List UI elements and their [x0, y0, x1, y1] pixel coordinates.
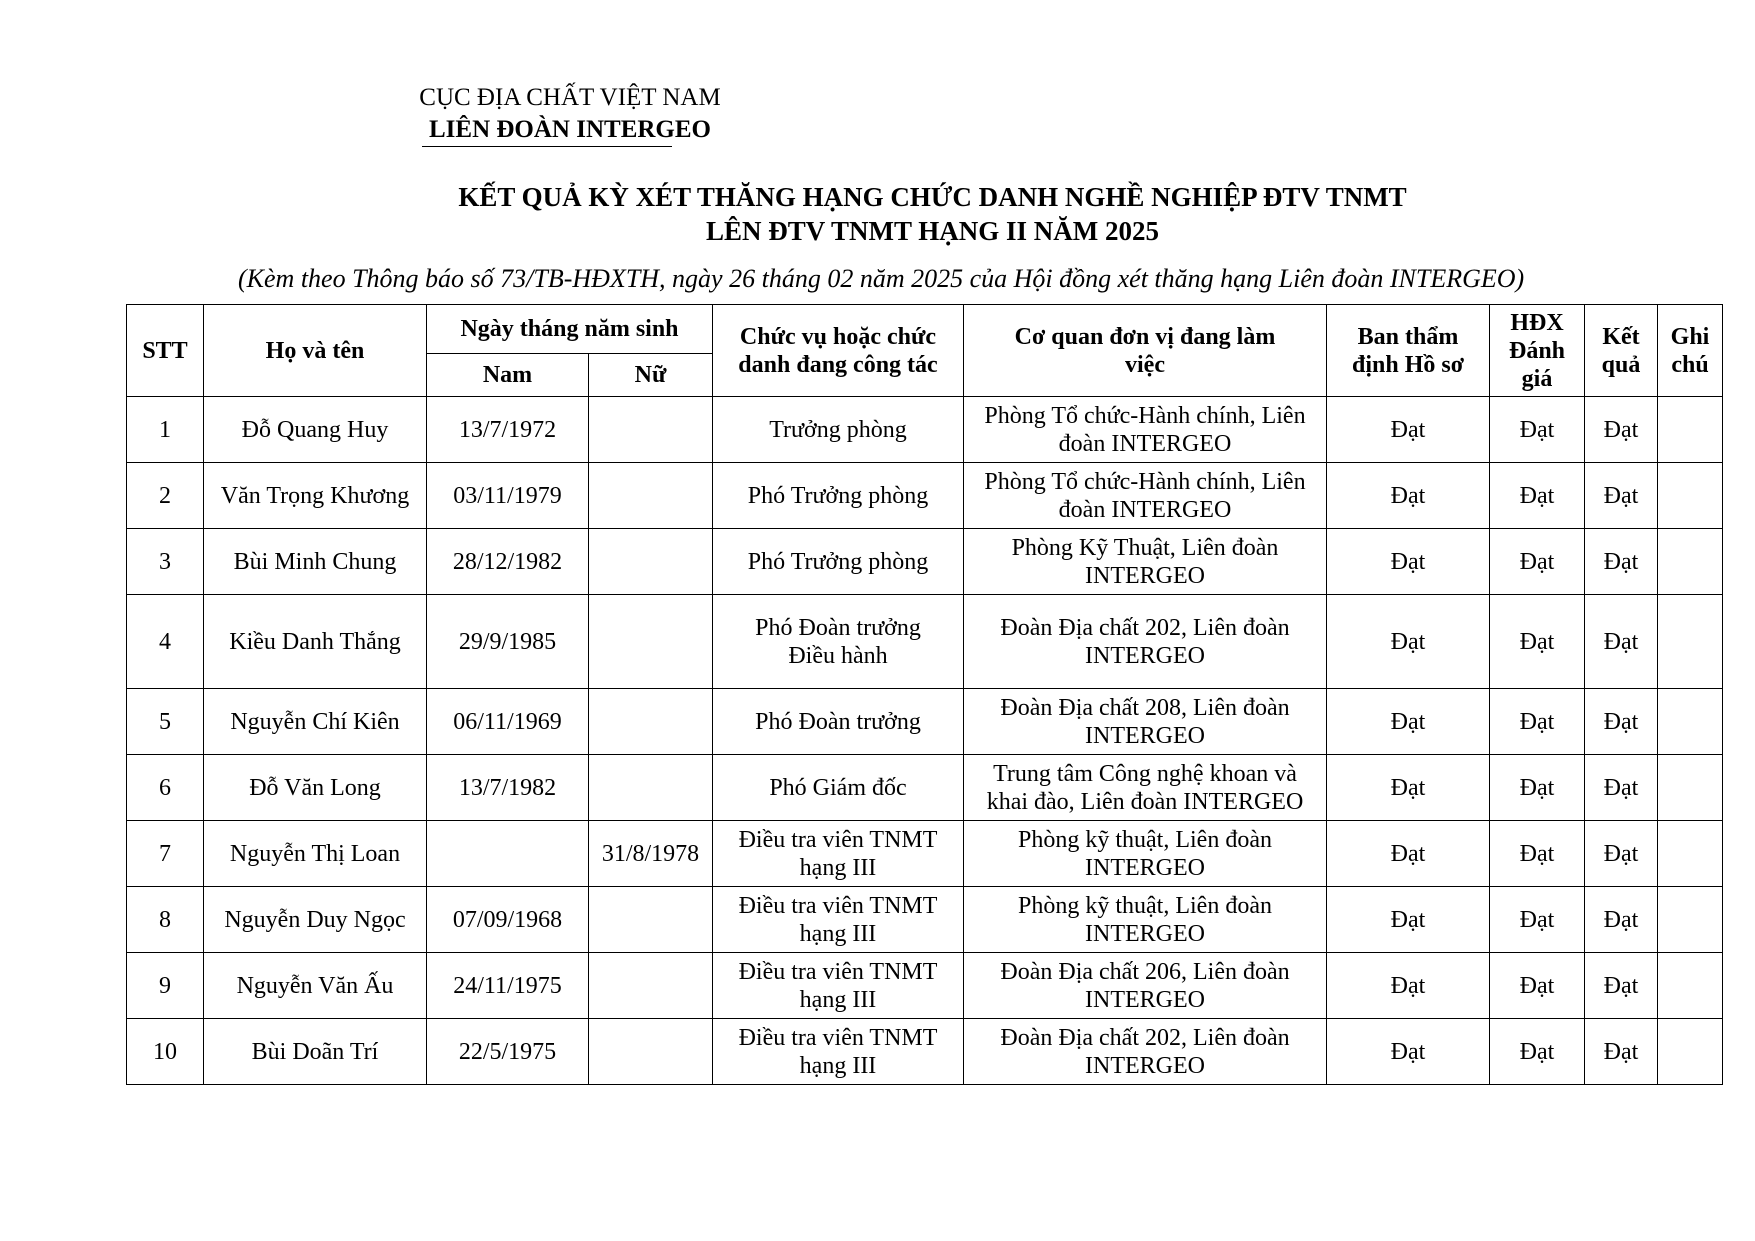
header-org: Cơ quan đơn vị đang làm việc: [964, 305, 1327, 397]
row-org: Phòng Kỹ Thuật, Liên đoàn INTERGEO: [964, 529, 1327, 595]
row-council: Đạt: [1490, 463, 1585, 529]
row-position: Trưởng phòng: [713, 397, 964, 463]
header-result: Kết quả: [1585, 305, 1658, 397]
header-note: Ghi chú: [1658, 305, 1723, 397]
row-stt: 7: [127, 821, 204, 887]
org-underline: [422, 146, 672, 147]
row-appraisal: Đạt: [1327, 595, 1490, 689]
row-dob-female: [589, 1019, 713, 1085]
title-line-2: LÊN ĐTV TNMT HẠNG II NĂM 2025: [705, 216, 1160, 246]
row-stt: 2: [127, 463, 204, 529]
row-stt: 6: [127, 755, 204, 821]
row-org: Phòng kỹ thuật, Liên đoàn INTERGEO: [964, 887, 1327, 953]
row-position: Điều tra viên TNMT hạng III: [713, 821, 964, 887]
row-stt: 4: [127, 595, 204, 689]
document-title: [0, 180, 1755, 248]
row-appraisal: Đạt: [1327, 463, 1490, 529]
row-position: Điều tra viên TNMT hạng III: [713, 1019, 964, 1085]
row-council: Đạt: [1490, 689, 1585, 755]
row-position: Phó Trưởng phòng: [713, 463, 964, 529]
row-dob-male: [427, 821, 589, 887]
row-org: Phòng Tổ chức-Hành chính, Liên đoàn INTERGEO: [964, 397, 1327, 463]
row-dob-female: 31/8/1978: [589, 821, 713, 887]
row-dob-female: [589, 953, 713, 1019]
row-org: Phòng kỹ thuật, Liên đoàn INTERGEO: [964, 821, 1327, 887]
row-note: [1658, 1019, 1723, 1085]
org-unit-name: LIÊN ĐOÀN INTERGEO: [429, 116, 711, 143]
row-dob-female: [589, 463, 713, 529]
table-row: [127, 689, 1723, 755]
row-position: Phó Đoàn trưởng Điều hành: [713, 595, 964, 689]
header-position: Chức vụ hoặc chức danh đang công tác: [713, 305, 964, 397]
header-appraisal: Ban thẩm định Hồ sơ: [1327, 305, 1490, 397]
row-note: [1658, 887, 1723, 953]
row-stt: 9: [127, 953, 204, 1019]
row-name: Bùi Minh Chung: [204, 529, 427, 595]
row-dob-male: 07/09/1968: [427, 887, 589, 953]
row-appraisal: Đạt: [1327, 689, 1490, 755]
row-result: Đạt: [1585, 821, 1658, 887]
row-note: [1658, 463, 1723, 529]
row-council: Đạt: [1490, 397, 1585, 463]
row-note: [1658, 397, 1723, 463]
row-dob-male: 24/11/1975: [427, 953, 589, 1019]
row-council: Đạt: [1490, 1019, 1585, 1085]
organization-header: [370, 82, 770, 146]
row-dob-female: [589, 529, 713, 595]
header-dob: Ngày tháng năm sinh: [427, 305, 713, 354]
row-dob-male: 22/5/1975: [427, 1019, 589, 1085]
row-council: Đạt: [1490, 887, 1585, 953]
row-name: Đỗ Văn Long: [204, 755, 427, 821]
row-council: Đạt: [1490, 529, 1585, 595]
row-position: Điều tra viên TNMT hạng III: [713, 953, 964, 1019]
row-name: Bùi Doãn Trí: [204, 1019, 427, 1085]
row-position: Phó Đoàn trưởng: [713, 689, 964, 755]
row-result: Đạt: [1585, 689, 1658, 755]
row-name: Văn Trọng Khương: [204, 463, 427, 529]
header-council: HĐX Đánh giá: [1490, 305, 1585, 397]
row-council: Đạt: [1490, 953, 1585, 1019]
table-row: [127, 887, 1723, 953]
row-stt: 5: [127, 689, 204, 755]
table-row: [127, 529, 1723, 595]
row-dob-male: 06/11/1969: [427, 689, 589, 755]
row-note: [1658, 529, 1723, 595]
row-appraisal: Đạt: [1327, 821, 1490, 887]
document-subtitle: (Kèm theo Thông báo số 73/TB-HĐXTH, ngày 26 tháng 02 năm 2025 của Hội đồng xét thăng hạng Liên đoàn INTERGEO): [238, 264, 1525, 293]
row-stt: 3: [127, 529, 204, 595]
row-dob-male: 29/9/1985: [427, 595, 589, 689]
row-note: [1658, 595, 1723, 689]
org-parent-name: CỤC ĐỊA CHẤT VIỆT NAM: [419, 84, 721, 111]
row-note: [1658, 755, 1723, 821]
row-result: Đạt: [1585, 1019, 1658, 1085]
row-dob-male: 13/7/1982: [427, 755, 589, 821]
row-name: Đỗ Quang Huy: [204, 397, 427, 463]
table-row: [127, 397, 1723, 463]
header-stt: STT: [127, 305, 204, 397]
row-result: Đạt: [1585, 595, 1658, 689]
row-org: Đoàn Địa chất 202, Liên đoàn INTERGEO: [964, 595, 1327, 689]
row-stt: 1: [127, 397, 204, 463]
row-result: Đạt: [1585, 953, 1658, 1019]
row-council: Đạt: [1490, 821, 1585, 887]
row-position: Phó Giám đốc: [713, 755, 964, 821]
row-appraisal: Đạt: [1327, 887, 1490, 953]
row-name: Kiều Danh Thắng: [204, 595, 427, 689]
header-female: Nữ: [589, 354, 713, 397]
row-result: Đạt: [1585, 529, 1658, 595]
row-note: [1658, 953, 1723, 1019]
row-name: Nguyễn Thị Loan: [204, 821, 427, 887]
row-result: Đạt: [1585, 887, 1658, 953]
row-note: [1658, 821, 1723, 887]
table-row: [127, 821, 1723, 887]
row-dob-female: [589, 755, 713, 821]
row-org: Phòng Tổ chức-Hành chính, Liên đoàn INTERGEO: [964, 463, 1327, 529]
row-appraisal: Đạt: [1327, 397, 1490, 463]
row-council: Đạt: [1490, 755, 1585, 821]
row-appraisal: Đạt: [1327, 755, 1490, 821]
row-dob-male: 13/7/1972: [427, 397, 589, 463]
row-dob-female: [589, 397, 713, 463]
row-dob-male: 03/11/1979: [427, 463, 589, 529]
row-org: Đoàn Địa chất 202, Liên đoàn INTERGEO: [964, 1019, 1327, 1085]
table-row: [127, 953, 1723, 1019]
row-appraisal: Đạt: [1327, 1019, 1490, 1085]
row-org: Đoàn Địa chất 206, Liên đoàn INTERGEO: [964, 953, 1327, 1019]
table-row: [127, 755, 1723, 821]
row-council: Đạt: [1490, 595, 1585, 689]
row-stt: 10: [127, 1019, 204, 1085]
title-line-1: KẾT QUẢ KỲ XÉT THĂNG HẠNG CHỨC DANH NGHỀ NGHIỆP ĐTV TNMT: [458, 182, 1407, 212]
row-dob-female: [589, 595, 713, 689]
row-result: Đạt: [1585, 397, 1658, 463]
row-dob-male: 28/12/1982: [427, 529, 589, 595]
row-org: Đoàn Địa chất 208, Liên đoàn INTERGEO: [964, 689, 1327, 755]
row-appraisal: Đạt: [1327, 953, 1490, 1019]
row-note: [1658, 689, 1723, 755]
row-name: Nguyễn Chí Kiên: [204, 689, 427, 755]
header-name: Họ và tên: [204, 305, 427, 397]
header-male: Nam: [427, 354, 589, 397]
row-result: Đạt: [1585, 755, 1658, 821]
row-appraisal: Đạt: [1327, 529, 1490, 595]
row-name: Nguyễn Văn Ấu: [204, 953, 427, 1019]
row-dob-female: [589, 689, 713, 755]
table-row: [127, 463, 1723, 529]
row-dob-female: [589, 887, 713, 953]
table-row: [127, 1019, 1723, 1085]
row-name: Nguyễn Duy Ngọc: [204, 887, 427, 953]
row-position: Điều tra viên TNMT hạng III: [713, 887, 964, 953]
row-stt: 8: [127, 887, 204, 953]
table-row: [127, 595, 1723, 689]
row-position: Phó Trưởng phòng: [713, 529, 964, 595]
results-table: [126, 304, 1723, 1085]
row-result: Đạt: [1585, 463, 1658, 529]
row-org: Trung tâm Công nghệ khoan và khai đào, Liên đoàn INTERGEO: [964, 755, 1327, 821]
